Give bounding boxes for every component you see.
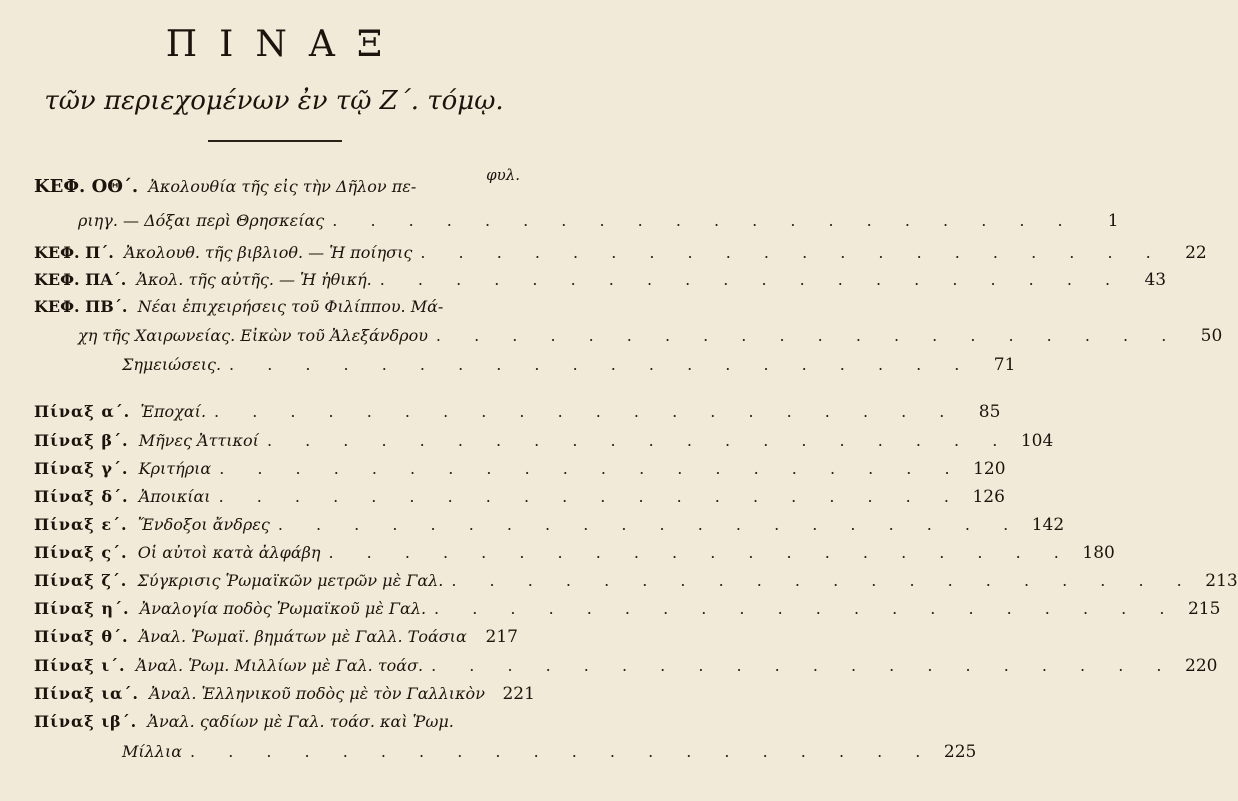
dot-leader: . . . . . . . . . . . . . . . . . . . .: [332, 211, 1077, 230]
entry-label: ΚΕΦ. Π΄.: [34, 243, 114, 262]
entry-title: Ἀναλ. Ἑλληνικοῦ ποδὸς μὲ τὸν Γαλλικὸν: [149, 684, 485, 703]
entry-label: Πίναξ ιβ΄.: [34, 712, 138, 731]
dot-leader: [475, 627, 476, 646]
entry-title: Ἀκολουθ. τῆς βιβλιοθ. — Ἡ ποίησις: [124, 243, 413, 262]
entry-title: Ἀποικίαι: [138, 487, 211, 506]
dot-leader: . . . . . . . . . . . . . . . . . . . .: [434, 599, 1179, 618]
entry-title: Ἔνδοξοι ἄνδρες: [137, 515, 270, 534]
entry-title: Σύγκρισις Ῥωμαϊκῶν μετρῶν μὲ Γαλ.: [137, 571, 444, 590]
table-row: [34, 599, 1221, 625]
entry-title: Ἀκολουθία τῆς εἰς τὴν Δῆλον πε-: [148, 177, 417, 196]
page-number: 213: [1205, 571, 1238, 591]
page-number: 225: [943, 742, 977, 762]
page-number: 71: [993, 355, 1016, 375]
entry-label: Πίναξ ια΄.: [34, 684, 139, 703]
page-number: 50: [1200, 326, 1223, 346]
table-row: [34, 712, 518, 738]
entry-title: χη τῆς Χαιρωνείας. Εἰκὼν τοῦ Ἀλεξάνδρου: [78, 326, 428, 345]
dot-leader: . . . . . . . . . . . . . . . . . . . .: [277, 515, 1023, 534]
dot-leader: . . . . . . . . . . . . . . . . . . . .: [229, 355, 974, 374]
entry-title: Μῆνες Ἀττικοί: [138, 431, 259, 450]
dot-leader: . . . . . . . . . . . . . . . . . . . .: [190, 742, 935, 761]
dot-leader: . . . . . . . . . . . . . . . . . . . .: [431, 656, 1176, 675]
dot-leader: . . . . . . . . . . . . . . . . . . . .: [435, 326, 1181, 345]
dot-leader: . . . . . . . . . . . . . . . . . . . .: [451, 571, 1196, 590]
table-row: [34, 627, 518, 653]
table-row: [34, 431, 1054, 457]
chapter-row: [34, 270, 1167, 296]
page-number: 215: [1187, 599, 1221, 619]
table-row: [34, 656, 1218, 682]
dot-leader: . . . . . . . . . . . . . . . . . . . .: [328, 543, 1073, 562]
entry-title: Ἀναλ. ςαδίων μὲ Γαλ. τοάσ. καὶ Ῥωμ.: [147, 712, 454, 731]
chapter-row: [34, 211, 1119, 237]
entry-label: ΚΕΦ. ΠΒ΄.: [34, 297, 128, 316]
dot-leader: . . . . . . . . . . . . . . . . . . . .: [379, 270, 1125, 289]
page-number: 220: [1185, 656, 1218, 676]
entry-title: Ἀκολ. τῆς αὐτῆς. — Ἡ ἠθική.: [136, 270, 372, 289]
entry-label: Πίναξ δ΄.: [34, 487, 129, 506]
chapter-row: [34, 243, 1207, 269]
entry-label: Πίναξ η΄.: [34, 599, 130, 618]
title-rule: [208, 140, 342, 142]
chapter-row: [34, 297, 518, 323]
entry-label: Πίναξ ζ΄.: [34, 571, 128, 590]
entry-title: Ἀναλ. Ῥωμαϊ. βημάτων μὲ Γαλλ. Τοάσια: [138, 627, 467, 646]
table-row: [34, 571, 1238, 597]
entry-label: Πίναξ γ΄.: [34, 459, 129, 478]
entry-label: ΚΕΦ. ΟΘ΄.: [34, 176, 139, 197]
table-row: [34, 402, 1001, 428]
entry-label: ΚΕΦ. ΠΑ΄.: [34, 270, 127, 289]
table-row: [34, 543, 1115, 569]
dot-leader: . . . . . . . . . . . . . . . . . . . .: [219, 459, 964, 478]
page-number: 120: [973, 459, 1006, 479]
entry-label: Πίναξ ς΄.: [34, 543, 128, 562]
page-number: 221: [502, 684, 535, 704]
page-title: ΠΙΝΑΞ: [165, 24, 405, 65]
entry-label: Πίναξ θ΄.: [34, 627, 129, 646]
page-number: 217: [485, 627, 518, 647]
page-number: 180: [1082, 543, 1115, 563]
page-number: 22: [1185, 243, 1207, 263]
dot-leader: . . . . . . . . . . . . . . . . . . . .: [218, 487, 963, 506]
page-subtitle: τῶν περιεχομένων ἐν τῷ Ζ΄. τόμῳ.: [44, 86, 504, 116]
page-number: 142: [1031, 515, 1065, 535]
entry-label: Πίναξ α΄.: [34, 402, 131, 421]
entry-title: Μίλλια: [122, 742, 183, 761]
entry-label: Πίναξ β΄.: [34, 431, 129, 450]
table-row: [34, 459, 1006, 485]
table-row: [34, 487, 1005, 513]
entry-label: Πίναξ ε΄.: [34, 515, 128, 534]
dot-leader: . . . . . . . . . . . . . . . . . . . .: [214, 402, 959, 421]
entry-title: Σημειώσεις.: [122, 355, 222, 374]
entry-title: Ἀναλογία ποδὸς Ῥωμαϊκοῦ μὲ Γαλ.: [139, 599, 427, 618]
table-row: [34, 684, 535, 710]
entry-title: ριηγ. — Δόξαι περὶ Θρησκείας: [78, 211, 325, 230]
page-number: 126: [972, 487, 1005, 507]
page-number: 85: [978, 402, 1001, 422]
dot-leader: . . . . . . . . . . . . . . . . . . . .: [420, 243, 1165, 262]
entry-title: Οἱ αὐτοὶ κατὰ ἀλφάβη: [137, 543, 321, 562]
page-number: 104: [1020, 431, 1054, 451]
table-row: [34, 515, 1065, 541]
page-number: 43: [1144, 270, 1167, 290]
column-label: φυλ.: [486, 166, 520, 184]
table-row: [34, 742, 977, 768]
chapter-row: [34, 176, 518, 202]
entry-title: Νέαι ἐπιχειρήσεις τοῦ Φιλίππου. Μά-: [137, 297, 444, 316]
entry-label: Πίναξ ι΄.: [34, 656, 126, 675]
chapter-row: [34, 355, 1016, 381]
entry-title: Ἀναλ. Ῥωμ. Μιλλίων μὲ Γαλ. τοάσ.: [135, 656, 424, 675]
entry-title: Ἐποχαί.: [140, 402, 207, 421]
dot-leader: . . . . . . . . . . . . . . . . . . . .: [266, 431, 1012, 450]
page-number: 1: [1107, 211, 1119, 231]
chapter-row: [34, 326, 1223, 352]
entry-title: Κριτήρια: [138, 459, 212, 478]
